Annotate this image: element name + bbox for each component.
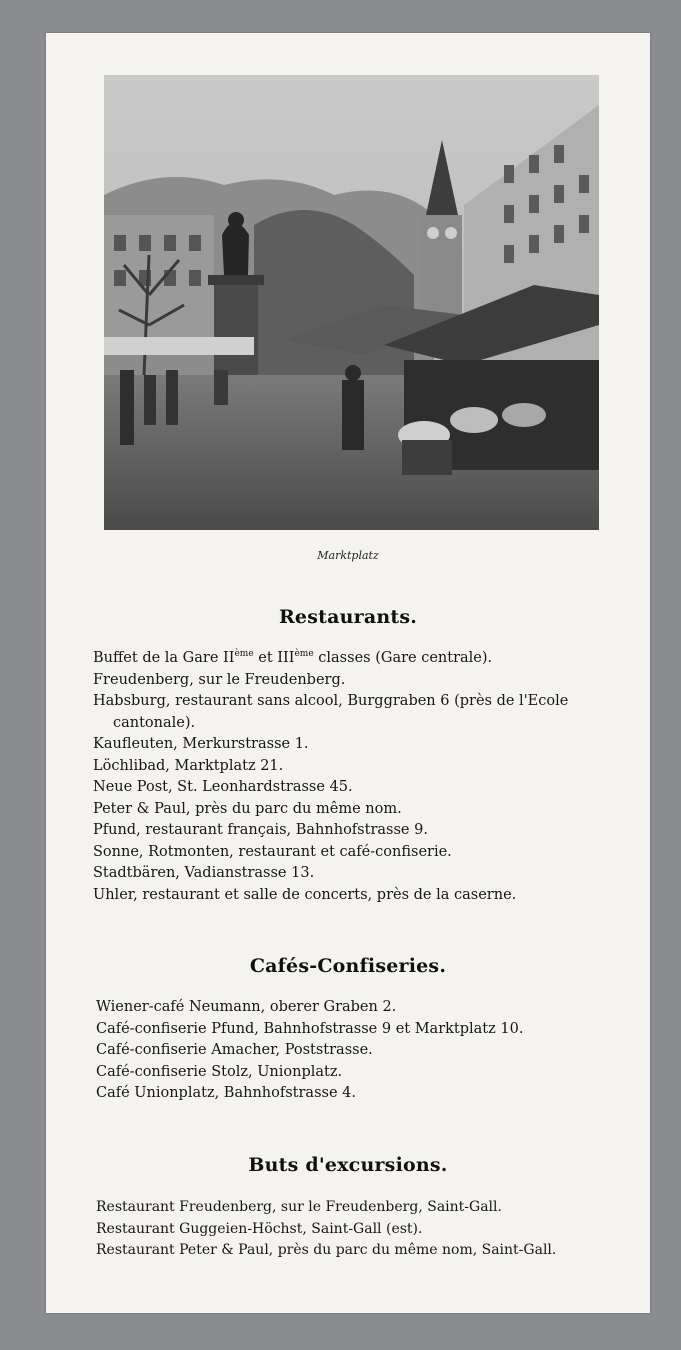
restaurants-heading: Restaurants. [278,606,418,628]
excursions-list [96,1197,644,1262]
list-item: Café-confiserie Stolz, Unionplatz. [96,1063,343,1080]
list-item: Freudenberg, sur le Freudenberg. [93,671,346,688]
cafes-heading: Cafés-Confiseries. [249,955,447,977]
list-item: Stadtbären, Vadianstrasse 13. [93,865,315,881]
list-item: Kaufleuten, Merkurstrasse 1. [93,736,309,752]
list-item: Neue Post, St. Leonhardstrasse 45. [93,779,353,795]
list-item: Café Unionplatz, Bahnhofstrasse 4. [96,1085,356,1101]
excursions-heading: Buts d'excursions. [248,1154,448,1176]
list-item: Habsburg, restaurant sans alcool, Burggraben 6 (près de l'Ecole cantonale). [93,693,569,731]
photo-caption: Marktplatz [317,549,379,562]
restaurants-list [93,648,633,906]
marketplace-photo [104,75,599,530]
marketplace-photo-drawing [104,75,599,530]
list-item: Buffet de la Gare IIème et IIIème classes (Gare centrale). [93,649,493,666]
list-item: Restaurant Peter & Paul, près du parc du même nom, Saint-Gall. [96,1242,557,1258]
list-item: Wiener-café Neumann, oberer Graben 2. [96,999,397,1015]
list-item: Löchlibad, Marktplatz 21. [93,757,284,774]
list-item: Uhler, restaurant et salle de concerts, près de la caserne. [93,886,517,903]
cafes-list [96,997,636,1105]
list-item: Sonne, Rotmonten, restaurant et café-confiserie. [93,843,452,860]
list-item: Restaurant Guggeien-Höchst, Saint-Gall (est). [96,1220,423,1237]
list-item: Café-confiserie Amacher, Poststrasse. [96,1042,373,1058]
list-item: Peter & Paul, près du parc du même nom. [93,800,402,817]
brochure-page [46,33,650,1313]
list-item: Pfund, restaurant français, Bahnhofstrasse 9. [93,822,428,838]
list-item: Restaurant Freudenberg, sur le Freudenberg, Saint-Gall. [96,1199,502,1215]
list-item: Café-confiserie Pfund, Bahnhofstrasse 9 et Marktplatz 10. [96,1020,524,1037]
